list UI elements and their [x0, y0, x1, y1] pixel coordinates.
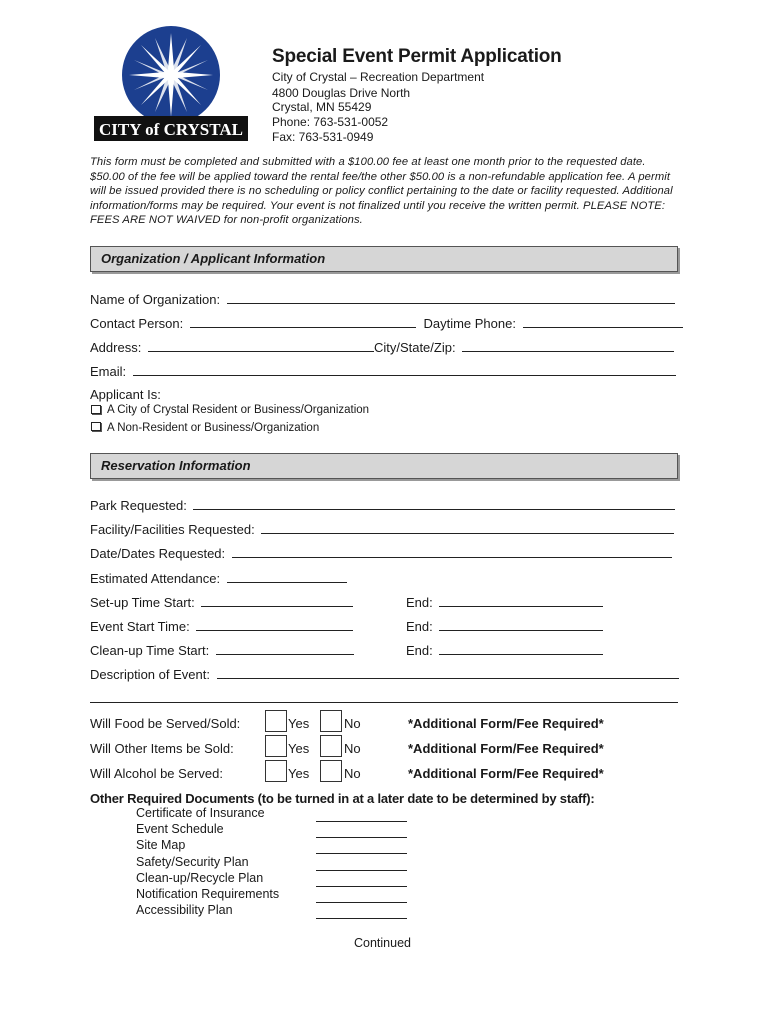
food-label: Will Food be Served/Sold:	[90, 716, 241, 731]
dates-row	[90, 545, 672, 561]
section-header-organization	[90, 246, 678, 272]
other-items-yes-checkbox[interactable]	[265, 735, 287, 757]
alcohol-yes-checkbox[interactable]	[265, 760, 287, 782]
doc-item-line[interactable]	[316, 836, 407, 838]
cleanup-start-field[interactable]	[216, 642, 354, 655]
facility-field[interactable]	[261, 521, 674, 534]
park-row	[90, 497, 675, 513]
alcohol-yes-label: Yes	[288, 766, 310, 781]
city-of-crystal-logo	[92, 25, 250, 143]
doc-item: Event Schedule	[136, 822, 224, 836]
intro-paragraph: This form must be completed and submitted with a $100.00 fee at least one month prior to the requested date. $50.00 of the fee will be applied toward the rental fee/the other $50.00 is a non-refundable application fee. A permit will be issued provided there is no scheduling or policy conflict pertaining to the date or facility requested. Additional information/forms may be required. Your event is not finalized until you receive the written permit. PLEASE NOTE: FEES ARE NOT WAIVED for non-profit organizations.	[90, 156, 673, 227]
doc-item-line[interactable]	[316, 852, 407, 854]
event-start-row	[90, 618, 353, 634]
street-address: 4800 Douglas Drive North	[272, 86, 411, 100]
setup-start-field[interactable]	[201, 594, 353, 607]
contact-person-label: Contact Person:	[90, 316, 184, 331]
alcohol-no-checkbox[interactable]	[320, 760, 342, 782]
section-title: Organization / Applicant Information	[101, 251, 326, 266]
doc-item-line[interactable]	[316, 901, 407, 903]
section-title: Reservation Information	[101, 458, 251, 473]
park-field[interactable]	[193, 497, 675, 510]
city-state-zip-label: City/State/Zip:	[373, 340, 456, 355]
daytime-phone-field[interactable]	[523, 315, 683, 328]
description-field-line-2[interactable]	[90, 702, 678, 703]
cleanup-start-label: Clean-up Time Start:	[90, 643, 210, 658]
event-end-field[interactable]	[439, 618, 603, 631]
org-name-row	[90, 291, 675, 307]
doc-item-line[interactable]	[316, 917, 407, 919]
end-label: End:	[406, 595, 433, 610]
resident-option-label: A City of Crystal Resident or Business/Organization	[107, 404, 370, 416]
park-label: Park Requested:	[90, 498, 187, 513]
event-start-label: Event Start Time:	[90, 619, 190, 634]
fax-number: Fax: 763-531-0949	[272, 130, 374, 144]
description-label: Description of Event:	[90, 667, 210, 682]
cleanup-end-row	[406, 642, 603, 658]
facility-row	[90, 521, 674, 537]
org-name-field[interactable]	[227, 291, 675, 304]
alcohol-additional-note: *Additional Form/Fee Required*	[408, 766, 604, 781]
doc-item: Notification Requirements	[136, 887, 280, 901]
dates-label: Date/Dates Requested:	[90, 546, 226, 561]
city-state-zip-address: Crystal, MN 55429	[272, 100, 372, 114]
food-no-checkbox[interactable]	[320, 710, 342, 732]
section-header-reservation	[90, 453, 678, 479]
doc-item-line[interactable]	[316, 820, 407, 822]
food-yes-checkbox[interactable]	[265, 710, 287, 732]
city-state-zip-field[interactable]	[462, 339, 674, 352]
other-items-additional-note: *Additional Form/Fee Required*	[408, 741, 604, 756]
email-row	[90, 363, 676, 379]
attendance-field[interactable]	[227, 570, 347, 583]
food-additional-note: *Additional Form/Fee Required*	[408, 716, 604, 731]
doc-item-line[interactable]	[316, 885, 407, 887]
page-title: Special Event Permit Application	[272, 46, 562, 67]
doc-item: Site Map	[136, 838, 186, 852]
facility-label: Facility/Facilities Requested:	[90, 522, 255, 537]
other-items-label: Will Other Items be Sold:	[90, 741, 234, 756]
other-items-yes-label: Yes	[288, 741, 310, 756]
setup-row	[90, 594, 353, 610]
doc-item: Accessibility Plan	[136, 903, 233, 917]
setup-end-row	[406, 594, 603, 610]
department-name: City of Crystal – Recreation Department	[272, 70, 485, 84]
org-name-label: Name of Organization:	[90, 292, 221, 307]
other-items-no-label: No	[344, 741, 361, 756]
end-label: End:	[406, 643, 433, 658]
cleanup-end-field[interactable]	[439, 642, 603, 655]
description-field[interactable]	[217, 666, 679, 679]
address-field[interactable]	[148, 339, 374, 352]
doc-item-line[interactable]	[316, 869, 407, 871]
event-start-field[interactable]	[196, 618, 353, 631]
food-yes-label: Yes	[288, 716, 310, 731]
attendance-label: Estimated Attendance:	[90, 571, 221, 586]
other-items-no-checkbox[interactable]	[320, 735, 342, 757]
description-row	[90, 666, 679, 682]
address-row	[90, 339, 674, 355]
resident-checkbox[interactable]	[91, 405, 101, 414]
email-label: Email:	[90, 364, 127, 379]
doc-item: Clean-up/Recycle Plan	[136, 871, 264, 885]
alcohol-no-label: No	[344, 766, 361, 781]
doc-item: Certificate of Insurance	[136, 806, 265, 820]
doc-item: Safety/Security Plan	[136, 855, 249, 869]
alcohol-label: Will Alcohol be Served:	[90, 766, 223, 781]
contact-row	[90, 315, 683, 331]
daytime-phone-label: Daytime Phone:	[423, 316, 516, 331]
end-label: End:	[406, 619, 433, 634]
applicant-is-label: Applicant Is:	[90, 387, 161, 402]
nonresident-checkbox[interactable]	[91, 422, 101, 431]
nonresident-option-label: A Non-Resident or Business/Organization	[107, 422, 320, 434]
food-no-label: No	[344, 716, 361, 731]
attendance-row	[90, 570, 347, 586]
phone-number: Phone: 763-531-0052	[272, 115, 389, 129]
email-field[interactable]	[133, 363, 676, 376]
svg-text:CITY of CRYSTAL: CITY of CRYSTAL	[99, 120, 243, 139]
cleanup-row	[90, 642, 354, 658]
address-label: Address:	[90, 340, 142, 355]
dates-field[interactable]	[232, 545, 672, 558]
contact-person-field[interactable]	[190, 315, 416, 328]
event-end-row	[406, 618, 603, 634]
setup-end-field[interactable]	[439, 594, 603, 607]
continued-label: Continued	[354, 936, 411, 950]
other-documents-heading: Other Required Documents (to be turned in at a later date to be determined by staff):	[90, 791, 595, 806]
setup-start-label: Set-up Time Start:	[90, 595, 195, 610]
